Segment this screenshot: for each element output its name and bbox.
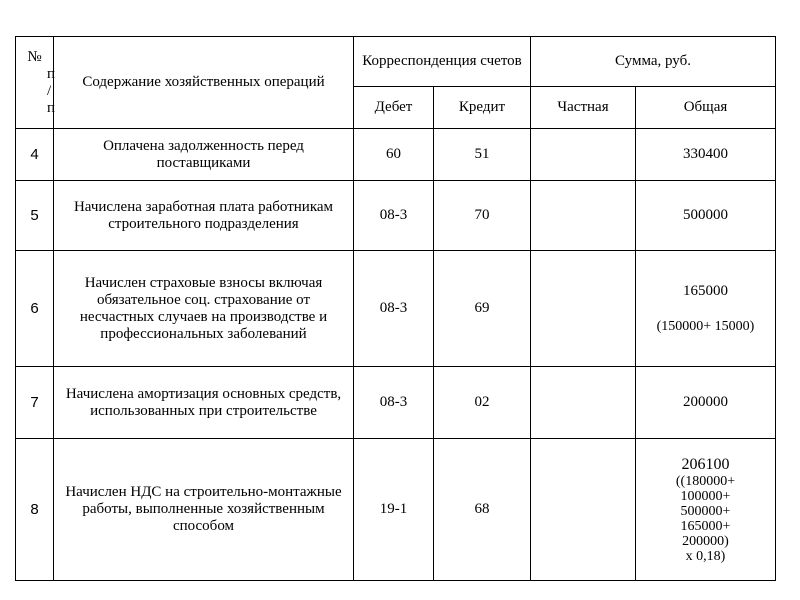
header-correspondence: Корреспонденция счетов [354,37,531,87]
header-num-p2: п [47,99,56,116]
header-total: Общая [636,87,776,129]
row-total: 330400 [636,129,776,181]
row-partial [531,181,636,251]
header-num-p1: п [47,65,56,82]
row-content: Начислена заработная плата работникам строительного подразделения [54,181,354,251]
row-debit: 08-3 [354,251,434,367]
row-number: 5 [16,181,54,251]
row-partial [531,129,636,181]
row-total: 206100 [681,455,730,473]
row-credit: 68 [434,439,531,581]
header-row-1 [16,37,776,87]
row-total-note: (150000+ 15000) [656,318,755,334]
header-debit: Дебет [354,87,434,129]
row-partial [531,439,636,581]
header-num-symbol: № [27,48,42,65]
transactions-table [15,36,776,581]
row-total-line: x 0,18) [685,548,726,564]
row-content: Начислена амортизация основных средств, использованных при строительстве [54,367,354,439]
header-amount: Сумма, руб. [531,37,776,87]
header-credit: Кредит [434,87,531,129]
row-total: 500000 [636,181,776,251]
table-row [16,129,776,181]
table-row [16,367,776,439]
row-content: Начислен страховые взносы включая обязательное соц. страхование от несчастных случаев на производстве и профессиональных заболеваний [54,251,354,367]
row-content: Начислен НДС на строительно-монтажные работы, выполненные хозяйственным способом [54,439,354,581]
row-debit: 08-3 [354,367,434,439]
header-num-slash: / [47,82,52,99]
table-row [16,251,776,367]
table-row [16,439,776,581]
row-total-line: 100000+ [680,488,731,504]
row-number: 6 [16,251,54,367]
header-partial: Частная [531,87,636,129]
row-debit: 19-1 [354,439,434,581]
row-number: 4 [16,129,54,181]
row-credit: 70 [434,181,531,251]
row-total: 200000 [636,367,776,439]
row-total-line: 165000+ [680,518,731,534]
row-total-line: 200000) [682,533,729,549]
header-row-number [16,37,54,129]
row-number: 7 [16,367,54,439]
row-debit: 60 [354,129,434,181]
row-credit: 69 [434,251,531,367]
row-number: 8 [16,439,54,581]
table-row [16,181,776,251]
row-debit: 08-3 [354,181,434,251]
row-total-line: 500000+ [680,503,731,519]
header-content: Содержание хозяйственных операций [54,37,354,129]
row-credit: 02 [434,367,531,439]
row-content: Оплачена задолженность перед поставщиками [54,129,354,181]
row-total-cell [636,251,776,367]
row-partial [531,251,636,367]
row-total: 165000 [683,282,728,299]
row-credit: 51 [434,129,531,181]
row-total-line: ((180000+ [675,473,736,489]
row-partial [531,367,636,439]
row-total-cell [636,439,776,581]
